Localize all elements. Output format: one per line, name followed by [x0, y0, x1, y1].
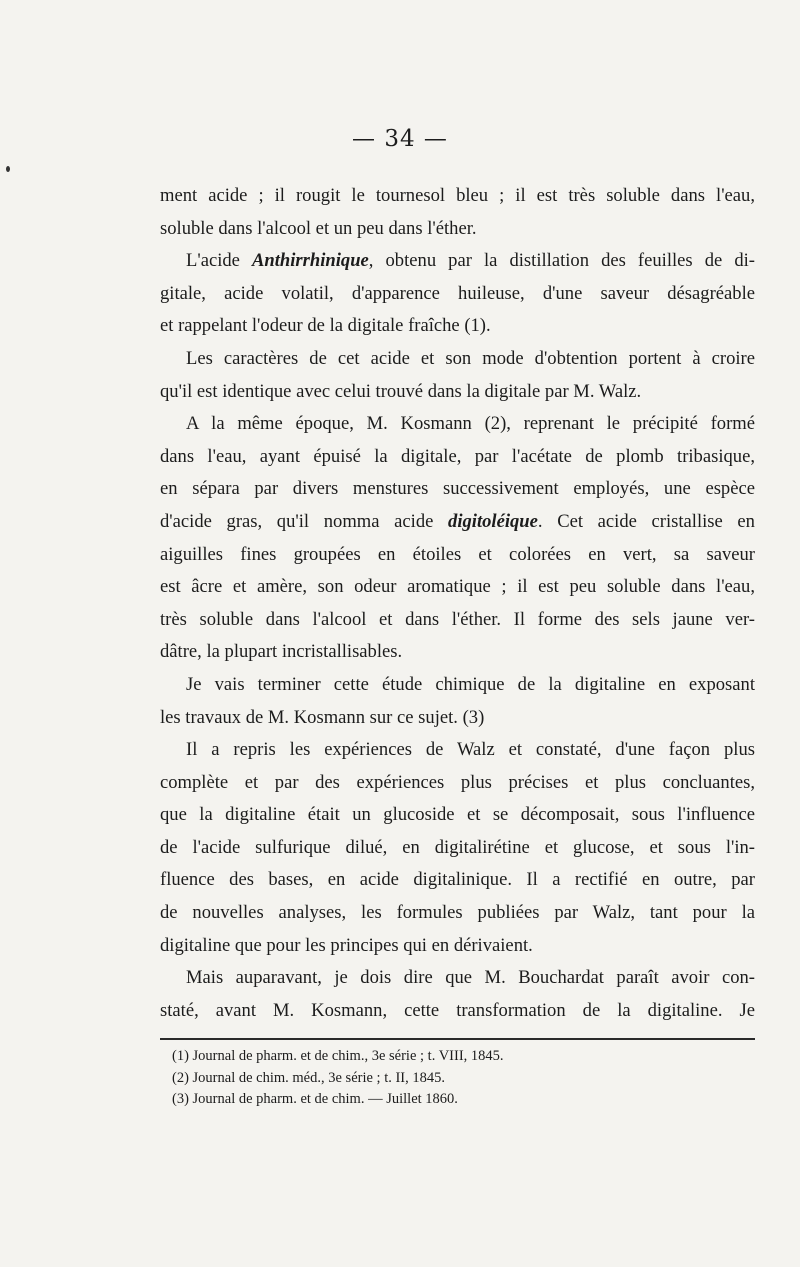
- text-line: ment acide ; il rougit le tournesol bleu ; il est très soluble dans l'eau,: [160, 185, 755, 206]
- text-line: soluble dans l'alcool et un peu dans l'éther.: [160, 217, 477, 239]
- text-line: Mais auparavant, je dois dire que M. Bouchardat paraît avoir con-: [186, 967, 755, 989]
- text-line: très soluble dans l'alcool et dans l'éther. Il forme des sels jaune ver-: [160, 608, 755, 630]
- paragraph-6: [160, 734, 755, 962]
- text-line: qu'il est identique avec celui trouvé dans la digitale par M. Walz.: [160, 380, 642, 402]
- text-line: Les caractères de cet acide et son mode d'obtention portent à croire: [186, 347, 755, 369]
- text-line: que la digitaline était un glucoside et se décomposait, sous l'influence: [160, 804, 755, 826]
- text-line-with-italic: d'acide gras, qu'il nomma acide digitoléique. Cet acide cristallise en: [160, 510, 755, 532]
- text-line: de l'acide sulfurique dilué, en digitalirétine et glucose, et sous l'in-: [160, 836, 755, 858]
- text-line: gitale, acide volatil, d'apparence huileuse, d'une saveur désagréable: [160, 282, 755, 304]
- paragraph-3: [160, 343, 755, 408]
- text-line: fluence des bases, en acide digitalinique. Il a rectifié en outre, par: [160, 869, 755, 891]
- text-line: est âcre et amère, son odeur aromatique ; il est peu soluble dans l'eau,: [160, 576, 755, 598]
- paragraph-7: [160, 962, 755, 1027]
- italic-term: digitoléique: [448, 510, 538, 532]
- text-line: dâtre, la plupart incristallisables.: [160, 641, 403, 663]
- paragraph-5: [160, 669, 755, 734]
- body-text: [160, 180, 755, 1027]
- text-line: en sépara par divers menstures successivement employés, une espèce: [160, 478, 755, 500]
- paragraph-1: [160, 180, 755, 245]
- paper-speck: [6, 166, 10, 172]
- paragraph-2: [160, 245, 755, 343]
- text-line: et rappelant l'odeur de la digitale fraîche (1).: [160, 315, 491, 337]
- footnote-3: (3) Journal de pharm. et de chim. — Juillet 1860.: [172, 1091, 458, 1107]
- text-line: staté, avant M. Kosmann, cette transformation de la digitaline. Je: [160, 999, 755, 1021]
- text-line: dans l'eau, ayant épuisé la digitale, par l'acétate de plomb tribasique,: [160, 445, 755, 467]
- italic-term: Anthirrhinique: [252, 250, 369, 272]
- page-number: — 34 —: [352, 126, 448, 152]
- text-line: complète et par des expériences plus précises et plus concluantes,: [160, 771, 755, 793]
- text-line: digitaline que pour les principes qui en dérivaient.: [160, 934, 533, 956]
- footnotes: [172, 1046, 752, 1111]
- text-line: A la même époque, M. Kosmann (2), reprenant le précipité formé: [186, 413, 755, 435]
- text-line: aiguilles fines groupées en étoiles et colorées en vert, sa saveur: [160, 543, 755, 565]
- footnote-2: (2) Journal de chim. méd., 3e série ; t. II, 1845.: [172, 1069, 446, 1086]
- text-line-with-italic: L'acide Anthirrhinique, obtenu par la distillation des feuilles de di-: [186, 250, 755, 272]
- text-line: les travaux de M. Kosmann sur ce sujet. (3): [160, 706, 485, 728]
- text-line: Je vais terminer cette étude chimique de la digitaline en exposant: [186, 673, 755, 695]
- footnote-rule: [160, 1038, 755, 1040]
- footnote-1: (1) Journal de pharm. et de chim., 3e série ; t. VIII, 1845.: [172, 1048, 504, 1064]
- text-line: de nouvelles analyses, les formules publiées par Walz, tant pour la: [160, 902, 755, 924]
- text-line: Il a repris les expériences de Walz et constaté, d'une façon plus: [186, 739, 755, 761]
- paragraph-4: [160, 408, 755, 669]
